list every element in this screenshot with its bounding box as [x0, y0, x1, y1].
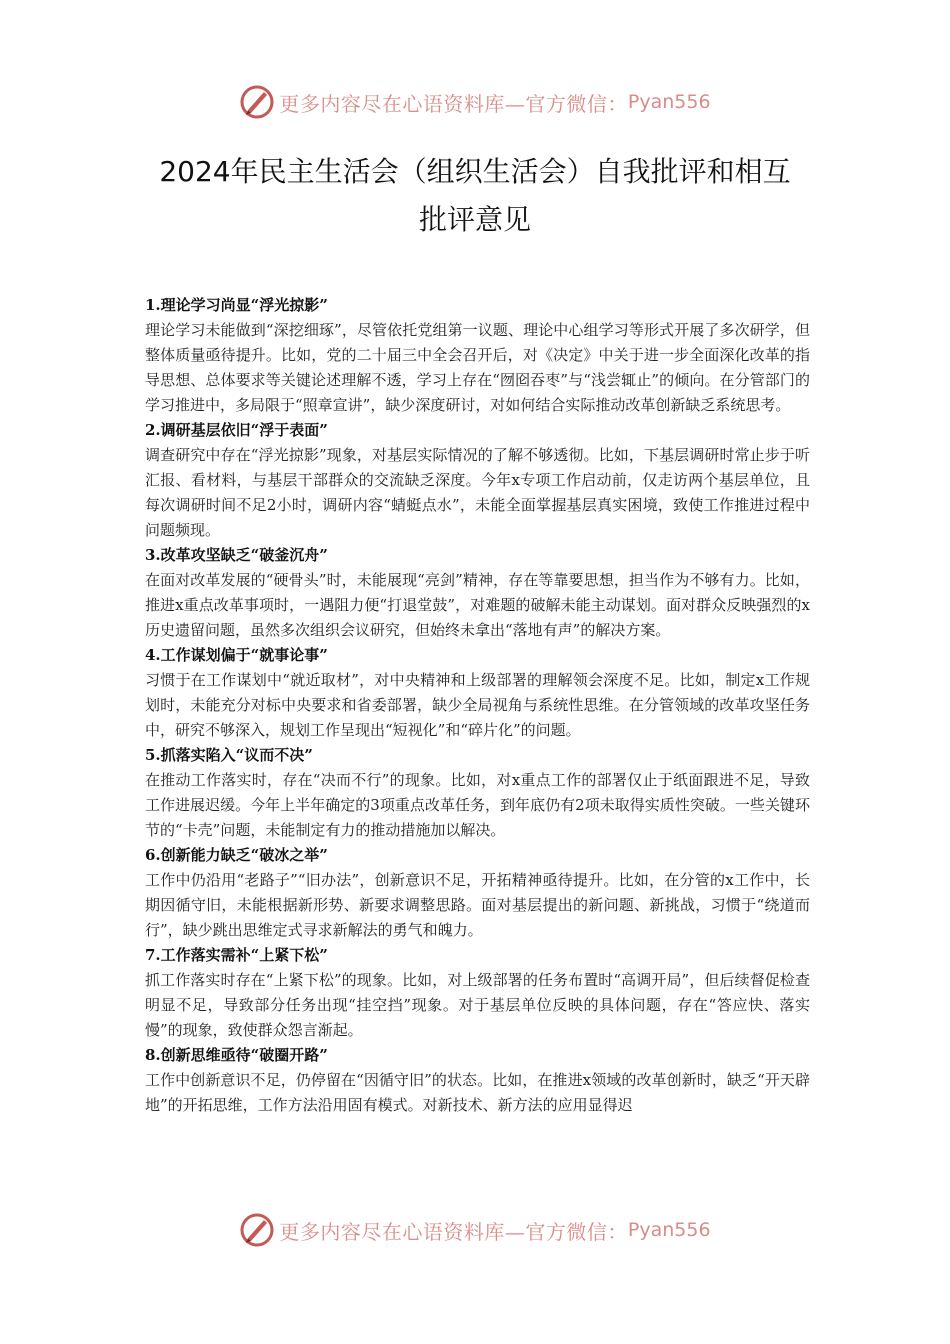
watermark-wechat-id: Pyan556: [627, 1219, 711, 1241]
section-heading: 5.抓落实陷入“议而不决”: [145, 746, 313, 764]
section-heading: 1.理论学习尚显“浮光掠影”: [145, 296, 328, 314]
watermark-wechat-id: Pyan556: [627, 91, 711, 113]
section-heading: 3.改革攻坚缺乏“破釜沉舟”: [145, 546, 328, 564]
section-1: [145, 293, 810, 418]
section-heading: 4.工作谋划偏于“就事论事”: [145, 646, 328, 664]
section-paragraph: 在推动工作落实时，存在“决而不行”的现象。比如，对x重点工作的部署仅止于纸面跟进不足，导致工作进展迟缓。今年上半年确定的3项重点改革任务，到年底仍有2项未取得实质性突破。一些关键环节的“卡壳”问题，未能制定有力的推动措施加以解决。: [145, 771, 810, 839]
watermark-banner-top: [0, 82, 950, 122]
watermark-banner-bottom: [0, 1210, 950, 1250]
section-heading: 2.调研基层依旧“浮于表面”: [145, 421, 328, 439]
section-paragraph: 工作中仍沿用“老路子”“旧办法”，创新意识不足，开拓精神亟待提升。比如，在分管的x工作中，长期因循守旧，未能根据新形势、新要求调整思路。面对基层提出的新问题、新挑战，习惯于“绕道而行”，缺少跳出思维定式寻求新解法的勇气和魄力。: [145, 871, 810, 939]
section-paragraph: 在面对改革发展的“硬骨头”时，未能展现“亮剑”精神，存在等靠要思想，担当作为不够有力。比如，推进x重点改革事项时，一遇阻力便“打退堂鼓”，对难题的破解未能主动谋划。面对群众反映强烈的x历史遗留问题，虽然多次组织会议研究，但始终未拿出“落地有声”的解决方案。: [145, 571, 810, 639]
section-6: [145, 843, 810, 943]
pen-logo-icon: [239, 1212, 275, 1248]
watermark-text: 更多内容尽在心语资料库—官方微信：: [279, 1219, 628, 1244]
pen-logo-icon: [239, 84, 275, 120]
section-4: [145, 643, 810, 743]
section-paragraph: 工作中创新意识不足，仍停留在“因循守旧”的状态。比如，在推进x领域的改革创新时，缺乏“开天辟地”的开拓思维，工作方法沿用固有模式。对新技术、新方法的应用显得迟: [145, 1071, 810, 1114]
section-heading: 7.工作落实需补“上紧下松”: [145, 946, 328, 964]
section-paragraph: 习惯于在工作谋划中“就近取材”，对中央精神和上级部署的理解领会深度不足。比如，制定x工作规划时，未能充分对标中央要求和省委部署，缺少全局视角与系统性思维。在分管领域的改革攻坚任务中，研究不够深入，规划工作呈现出“短视化”和“碎片化”的问题。: [145, 671, 810, 739]
section-heading: 6.创新能力缺乏“破冰之举”: [145, 846, 328, 864]
title-line-1: 2024年民主生活会（组织生活会）自我批评和相互: [159, 155, 791, 188]
section-3: [145, 543, 810, 643]
section-paragraph: 调查研究中存在“浮光掠影”现象，对基层实际情况的了解不够透彻。比如，下基层调研时常止步于听汇报、看材料，与基层干部群众的交流缺乏深度。今年x专项工作启动前，仅走访两个基层单位，且每次调研时间不足2小时，调研内容“蜻蜓点水”，未能全面掌握基层真实困境，致使工作推进过程中问题频现。: [145, 446, 810, 539]
section-2: [145, 418, 810, 543]
section-8: [145, 1043, 810, 1118]
watermark-text: 更多内容尽在心语资料库—官方微信：: [279, 91, 628, 116]
section-paragraph: 理论学习未能做到“深挖细琢”，尽管依托党组第一议题、理论中心组学习等形式开展了多次研学，但整体质量亟待提升。比如，党的二十届三中全会召开后，对《决定》中关于进一步全面深化改革的指导思想、总体要求等关键论述理解不透，学习上存在“囫囵吞枣”与“浅尝辄止”的倾向。在分管部门的学习推进中，多局限于“照章宣讲”，缺少深度研讨，对如何结合实际推动改革创新缺乏系统思考。: [145, 321, 810, 414]
document-body: [145, 293, 810, 1118]
title-line-2: 批评意见: [418, 203, 531, 236]
document-title: [120, 148, 830, 244]
section-7: [145, 943, 810, 1043]
section-paragraph: 抓工作落实时存在“上紧下松”的现象。比如，对上级部署的任务布置时“高调开局”，但后续督促检查明显不足，导致部分任务出现“挂空挡”现象。对于基层单位反映的具体问题，存在“答应快、落实慢”的现象，致使群众怨言渐起。: [145, 971, 810, 1039]
section-5: [145, 743, 810, 843]
section-heading: 8.创新思维亟待“破圈开路”: [145, 1046, 328, 1064]
